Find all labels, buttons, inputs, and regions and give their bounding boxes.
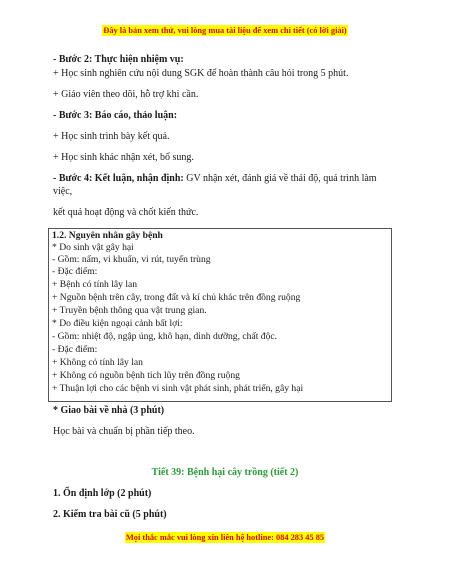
step2-line-1: + Học sinh nghiên cứu nội dung SGK để hoàn thành câu hỏi trong 5 phút. [53,68,349,79]
step4-text-3: kết quả hoạt động và chốt kiến thức. [53,207,199,218]
step2-line-2: + Giáo viên theo dõi, hỗ trợ khi cần. [53,89,199,100]
section-1-title: 1. Ổn định lớp (2 phút) [53,488,152,499]
section-2-title: 2. Kiểm tra bài cũ (5 phút) [53,509,167,520]
box-line-8: - Gồm: nhiệt độ, ngập úng, khô hạn, dinh dưỡng, chất độc. [52,331,278,342]
box-line-11: + Không có nguồn bệnh tích lũy trên đồng ruộng [52,370,240,381]
box-title: 1.2. Nguyên nhân gây bệnh [52,230,163,241]
box-line-10: + Không có tính lây lan [52,357,143,368]
box-line-7: * Do điều kiện ngoại cảnh bất lợi: [52,318,183,329]
box-line-2: - Gồm: nấm, vi khuẩn, vi rút, tuyến trùng [52,254,211,265]
lesson-title: Tiết 39: Bệnh hại cây trồng (tiết 2) [151,467,299,478]
step3-title: - Bước 3: Báo cáo, thảo luận: [53,110,178,121]
box-line-5: + Nguồn bệnh trên cây, trong đất và kí chủ khác trên đồng ruộng [52,292,301,303]
homework-text: Học bài và chuẩn bị phần tiếp theo. [53,426,195,437]
preview-notice-text: Đây là bản xem thử, vui lòng mua tài liệu để xem chi tiết (có lời giải) [103,26,347,35]
box-line-6: + Truyền bệnh thông qua vật trung gian. [52,305,207,316]
hotline-text: Mọi thắc mắc vui lòng xin liên hệ hotline: 084 283 45 85 [125,533,325,542]
homework-title: * Giao bài về nhà (3 phút) [53,405,165,416]
box-line-12: + Thuận lợi cho các bệnh vi sinh vật phát sinh, phát triển, gây hại [52,383,304,394]
step4-text-1: GV nhận xét, đánh giá về thái độ, quá trình làm [186,173,377,184]
box-line-1: * Do sinh vật gây hại [52,242,134,253]
step4-text-2: việc, [53,186,73,197]
step3-line-1: + Học sinh trình bày kết quả. [53,131,170,142]
box-line-3: - Đặc điểm: [52,266,98,277]
step4-paragraph [53,172,390,185]
box-line-9: - Đặc điểm: [52,344,98,355]
step3-line-2: + Học sinh khác nhận xét, bổ sung. [53,152,194,163]
hotline-banner [0,533,450,542]
step4-title: - Bước 4: Kết luận, nhận định: [53,173,184,184]
preview-notice-banner [0,26,450,35]
box-line-4: + Bệnh có tính lây lan [52,279,138,290]
step2-title: - Bước 2: Thực hiện nhiệm vụ: [53,54,184,65]
